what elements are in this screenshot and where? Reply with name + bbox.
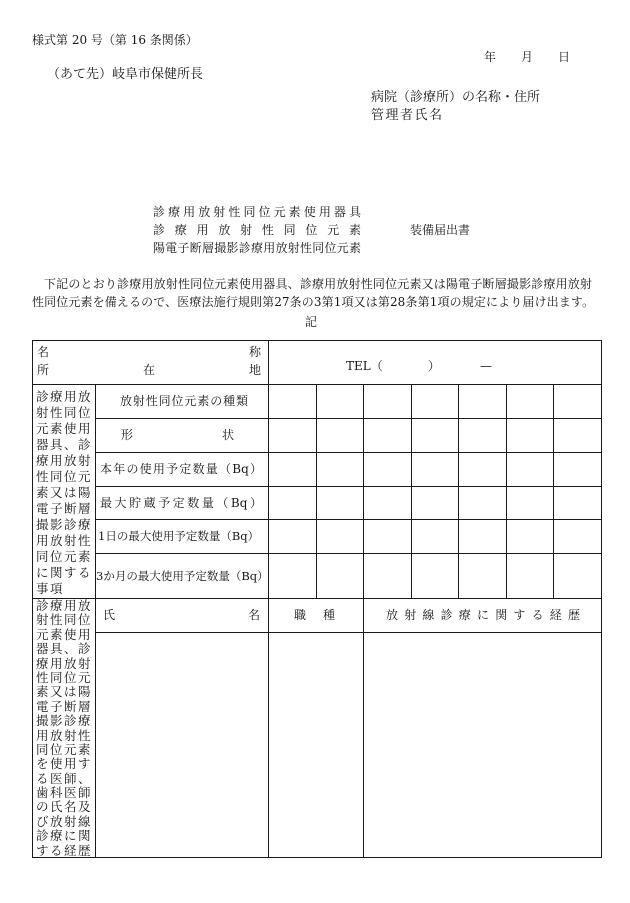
value-cell <box>268 486 317 520</box>
title-subject-line: 診療用放射性同位元素 <box>153 223 361 237</box>
value-cell <box>458 519 507 554</box>
date-month-label: 月 <box>521 50 534 64</box>
tel-label: TEL（ <box>346 359 383 373</box>
value-cell <box>553 418 602 453</box>
row-label-form: 形状 <box>121 428 234 442</box>
date-day-label: 日 <box>558 50 571 64</box>
value-cell <box>316 486 364 520</box>
row-label-quarterly-max-usage: 3か月の最大使用予定数量（Bq） <box>96 568 269 583</box>
label-line: 性同位元 <box>36 669 93 685</box>
value-cell <box>553 384 602 419</box>
notification-table <box>32 340 602 858</box>
value-cell <box>553 519 602 554</box>
label-line: に関する <box>36 565 93 580</box>
ki-heading: 記 <box>305 315 318 329</box>
physician-career-header: 放射線診療に関する経歴 <box>386 608 580 622</box>
label-line: 診療に関 <box>36 828 93 844</box>
value-cell <box>506 452 554 487</box>
physician-name-cell <box>95 632 269 858</box>
value-cell <box>458 452 507 487</box>
value-cell <box>316 418 364 453</box>
value-cell <box>363 519 412 554</box>
body-text-line: 性同位元素を備えるので、医療法施行規則第27条の3第1項又は第28条第1項の規定により届け出ます。 <box>32 295 594 309</box>
value-cell <box>363 418 412 453</box>
value-cell <box>458 384 507 419</box>
value-cell <box>316 553 364 599</box>
label-line: 診療用放 <box>36 598 93 613</box>
value-cell <box>268 384 317 419</box>
value-cell <box>411 553 459 599</box>
value-cell <box>363 553 412 599</box>
label-line: 射性同位 <box>36 612 93 628</box>
label-line: 撮影診療 <box>36 713 93 729</box>
facility-value-cell <box>268 340 602 385</box>
physician-section-label <box>36 599 92 858</box>
label-line: 電子断層 <box>36 501 93 516</box>
label-line: 素又は陽 <box>36 485 93 500</box>
value-cell <box>458 418 507 453</box>
value-cell <box>458 553 507 599</box>
value-cell <box>316 384 364 419</box>
physician-career-header-cell <box>363 598 602 633</box>
value-cell <box>553 553 602 599</box>
equipment-section-label-cell <box>32 384 96 599</box>
value-cell <box>506 384 554 419</box>
value-cell <box>316 519 364 554</box>
physician-section-label-cell <box>32 598 96 858</box>
value-cell <box>363 486 412 520</box>
label-line: 診療用放 <box>36 389 93 404</box>
tel-close-paren: ） <box>428 359 441 373</box>
value-cell <box>411 486 459 520</box>
row-label-cell <box>95 553 269 599</box>
applicant-manager-label: 管理者氏名 <box>371 108 444 123</box>
value-cell <box>411 418 459 453</box>
label-line: 元素使用 <box>36 421 93 436</box>
label-line: 用放射性 <box>36 533 93 548</box>
row-label-max-storage: 最大貯蔵予定数量（Bq） <box>100 495 262 510</box>
value-cell <box>268 553 317 599</box>
label-line: 歯科医師 <box>36 785 93 801</box>
facility-name-label: 名称 <box>37 345 261 359</box>
value-cell <box>363 384 412 419</box>
form-number: 様式第 20 号（第 16 条関係） <box>32 33 198 47</box>
label-line: 器具、診 <box>36 437 93 452</box>
title-suffix: 装備届出書 <box>410 223 471 237</box>
row-label-daily-max-usage: 1日の最大使用予定数量（Bq） <box>98 529 260 543</box>
label-line: 性同位元 <box>36 469 93 484</box>
title-subject-line: 診療用放射性同位元素使用器具 <box>153 205 361 219</box>
physician-occupation-header: 職種 <box>294 608 335 622</box>
label-line: 事項 <box>36 581 65 596</box>
title-subject-line: 陽電子断層撮影診療用放射性同位元素 <box>153 241 361 255</box>
physician-occupation-cell <box>268 632 364 858</box>
value-cell <box>411 519 459 554</box>
value-cell <box>411 384 459 419</box>
label-line: 撮影診療 <box>36 517 93 532</box>
label-line: 用放射性 <box>36 727 93 743</box>
value-cell <box>268 418 317 453</box>
physician-name-header-cell <box>95 598 269 633</box>
value-cell <box>506 553 554 599</box>
value-cell <box>458 486 507 520</box>
label-line: する経歴 <box>36 842 93 858</box>
physician-occupation-header-cell <box>268 598 364 633</box>
value-cell <box>268 452 317 487</box>
label-line: び放射線 <box>36 813 93 829</box>
body-text-line: 下記のとおり診療用放射性同位元素使用器具、診療用放射性同位元素又は陽電子断層撮影診療用放射 <box>44 277 592 291</box>
label-line: 元素使用 <box>36 626 93 642</box>
physician-name-header: 氏名 <box>103 608 260 622</box>
label-line: 器具、診 <box>36 641 93 657</box>
row-label-cell <box>95 519 269 554</box>
facility-label-cell <box>32 340 269 385</box>
value-cell <box>506 486 554 520</box>
date-year-label: 年 <box>484 50 497 64</box>
applicant-name-address-label: 病院（診療所）の名称・住所 <box>371 90 541 105</box>
label-line: 同位元素 <box>36 549 93 564</box>
label-line: 素又は陽 <box>36 684 93 700</box>
value-cell <box>268 519 317 554</box>
label-line: る医師、 <box>36 770 93 786</box>
value-cell <box>363 452 412 487</box>
facility-address-label: 所在地 <box>37 363 261 377</box>
label-line: 同位元素 <box>36 741 93 757</box>
label-line: 療用放射 <box>36 453 93 468</box>
value-cell <box>411 452 459 487</box>
label-line: 療用放射 <box>36 655 93 671</box>
row-label-cell <box>95 384 269 419</box>
value-cell <box>553 452 602 487</box>
row-label-isotope-type: 放射性同位元素の種類 <box>120 394 248 408</box>
equipment-section-label <box>36 389 92 597</box>
value-cell <box>316 452 364 487</box>
row-label-cell <box>95 486 269 520</box>
tel-dash: — <box>480 359 492 373</box>
label-line: 電子断層 <box>36 698 93 714</box>
value-cell <box>506 519 554 554</box>
row-label-annual-usage: 本年の使用予定数量（Bq） <box>100 462 262 476</box>
physician-career-cell <box>363 632 602 858</box>
value-cell <box>553 486 602 520</box>
label-line: の氏名及 <box>36 799 93 815</box>
label-line: 射性同位 <box>36 405 93 420</box>
row-label-cell <box>95 418 269 453</box>
value-cell <box>506 418 554 453</box>
addressee: （あて先）岐阜市保健所長 <box>47 67 204 82</box>
row-label-cell <box>95 452 269 487</box>
label-line: を使用す <box>36 756 93 772</box>
